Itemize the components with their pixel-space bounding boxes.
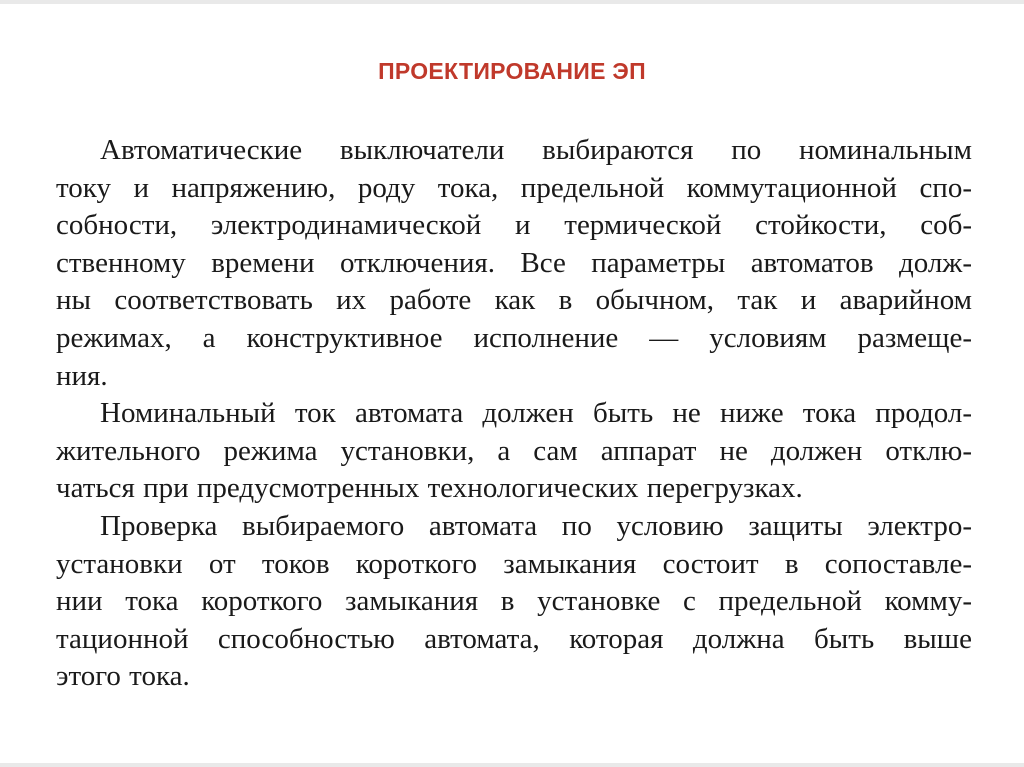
page-title: ПРОЕКТИРОВАНИЕ ЭП xyxy=(378,58,646,84)
text-line: ны соответствовать их работе как в обычном, так и аварийном xyxy=(56,284,972,317)
paragraph xyxy=(56,395,972,508)
text-line: Номинальный ток автомата должен быть не ниже тока продол- xyxy=(100,397,972,430)
paragraph xyxy=(56,132,972,395)
slide-top-edge xyxy=(0,0,1024,4)
text-line: Автоматические выключатели выбираются по номинальным xyxy=(100,134,972,166)
text-line: току и напряжению, роду тока, предельной коммутационной спо- xyxy=(56,171,972,204)
text-line: установки от токов короткого замыкания состоит в сопоставле- xyxy=(56,547,972,580)
document-body xyxy=(56,132,972,696)
text-line: нии тока короткого замыкания в установке с предельной комму- xyxy=(56,585,972,618)
paragraph xyxy=(56,508,972,696)
text-line: собности, электродинамической и термической стойкости, соб- xyxy=(56,209,972,242)
text-line: ственному времени отключения. Все параметры автоматов долж- xyxy=(56,246,972,279)
text-line: ния. xyxy=(56,359,108,392)
text-line: жительного режима установки, а сам аппарат не должен отклю- xyxy=(56,434,972,467)
text-line: чаться при предусмотренных технологических перегрузках. xyxy=(56,472,803,505)
slide-bottom-edge xyxy=(0,763,1024,767)
text-line: режимах, а конструктивное исполнение — условиям размеще- xyxy=(56,321,972,354)
text-line: Проверка выбираемого автомата по условию защиты электро- xyxy=(100,509,972,542)
text-line: этого тока. xyxy=(56,660,190,693)
text-line: тационной способностью автомата, которая должна быть выше xyxy=(56,622,972,655)
